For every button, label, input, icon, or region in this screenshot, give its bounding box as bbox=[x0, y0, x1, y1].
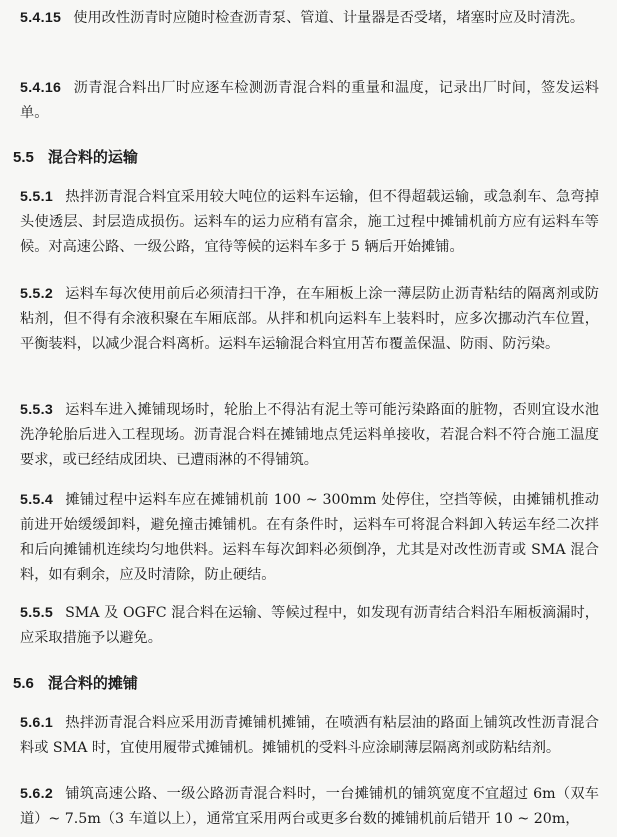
section-title: 混合料的运输 bbox=[47, 148, 138, 166]
clause-paragraph bbox=[0, 782, 617, 832]
clause-paragraph bbox=[0, 488, 617, 588]
section-heading-5-6 bbox=[0, 672, 617, 695]
section-heading-5-5 bbox=[0, 146, 617, 169]
clause-number: 5.5.5 bbox=[20, 605, 54, 621]
clause-text: 运料车进入摊铺现场时，轮胎上不得沾有泥土等可能污染路面的脏物，否则宜设水池洗净轮胎后进入工程现场。沥青混合料在摊铺地点凭运料单接收，若混合料不符合施工温度要求，或已经结成团块、已遭雨淋的不得铺筑。 bbox=[20, 402, 599, 468]
clause-paragraph bbox=[0, 282, 617, 357]
clause-number: 5.5.1 bbox=[20, 189, 54, 205]
clause-number: 5.6.2 bbox=[20, 786, 54, 802]
clause-text: 热拌沥青混合料应采用沥青摊铺机摊铺，在喷洒有粘层油的路面上铺筑改性沥青混合料或 SMA 时，宜使用履带式摊铺机。摊铺机的受料斗应涂刷薄层隔离剂或防粘结剂。 bbox=[20, 715, 599, 756]
clause-text: 沥青混合料出厂时应逐车检测沥青混合料的重量和温度，记录出厂时间，签发运料单。 bbox=[20, 80, 599, 121]
clause-text: 使用改性沥青时应随时检查沥青泵、管道、计量器是否受堵，堵塞时应及时清洗。 bbox=[73, 10, 585, 26]
section-heading bbox=[0, 146, 617, 169]
clause-5-5-5 bbox=[0, 601, 617, 651]
clause-number: 5.4.15 bbox=[20, 10, 62, 26]
clause-paragraph bbox=[0, 398, 617, 473]
clause-paragraph bbox=[0, 711, 617, 761]
clause-5-6-1 bbox=[0, 711, 617, 761]
clause-5-5-2 bbox=[0, 282, 617, 357]
clause-5-4-15 bbox=[0, 6, 617, 31]
clause-5-5-1 bbox=[0, 185, 617, 260]
clause-5-5-4 bbox=[0, 488, 617, 588]
section-number: 5.5 bbox=[13, 149, 34, 166]
clause-text: 铺筑高速公路、一级公路沥青混合料时，一台摊铺机的铺筑宽度不宜超过 6m（双车道）~ 7.5m（3 车道以上），通常宜采用两台或更多台数的摊铺机前后错开 10 ~ 20m， bbox=[20, 786, 599, 827]
clause-number: 5.5.2 bbox=[20, 286, 54, 302]
section-number: 5.6 bbox=[13, 675, 34, 692]
clause-paragraph bbox=[0, 76, 617, 126]
clause-number: 5.5.4 bbox=[20, 492, 54, 508]
clause-text: 摊铺过程中运料车应在摊铺机前 100 ~ 300mm 处停住，空挡等候，由摊铺机推动前进开始缓缓卸料，避免撞击摊铺机。在有条件时，运料车可将混合料卸入转运车经二次拌和后向摊铺机连续均匀地供料。运料车每次卸料必须倒净，尤其是对改性沥青或 SMA 混合料，如有剩余，应及时清除，防止硬结。 bbox=[20, 492, 599, 583]
clause-number: 5.6.1 bbox=[20, 715, 54, 731]
section-heading bbox=[0, 672, 617, 695]
clause-5-4-16 bbox=[0, 76, 617, 126]
clause-paragraph bbox=[0, 185, 617, 260]
clause-number: 5.4.16 bbox=[20, 80, 62, 96]
section-title: 混合料的摊铺 bbox=[47, 674, 138, 692]
clause-text: 运料车每次使用前后必须清扫干净，在车厢板上涂一薄层防止沥青粘结的隔离剂或防粘剂，但不得有余液积聚在车厢底部。从拌和机向运料车上装料时，应多次挪动汽车位置，平衡装料，以减少混合料离析。运料车运输混合料宜用苫布覆盖保温、防雨、防污染。 bbox=[20, 286, 599, 352]
clause-5-6-2 bbox=[0, 782, 617, 832]
clause-paragraph bbox=[0, 601, 617, 651]
clause-text: 热拌沥青混合料宜采用较大吨位的运料车运输，但不得超载运输，或急刹车、急弯掉头使透层、封层造成损伤。运料车的运力应稍有富余，施工过程中摊铺机前方应有运料车等候。对高速公路、一级公路，宜待等候的运料车多于 5 辆后开始摊铺。 bbox=[20, 189, 599, 255]
clause-5-5-3 bbox=[0, 398, 617, 473]
clause-number: 5.5.3 bbox=[20, 402, 54, 418]
clause-paragraph bbox=[0, 6, 617, 31]
clause-text: SMA 及 OGFC 混合料在运输、等候过程中，如发现有沥青结合料沿车厢板滴漏时，应采取措施予以避免。 bbox=[20, 605, 599, 646]
